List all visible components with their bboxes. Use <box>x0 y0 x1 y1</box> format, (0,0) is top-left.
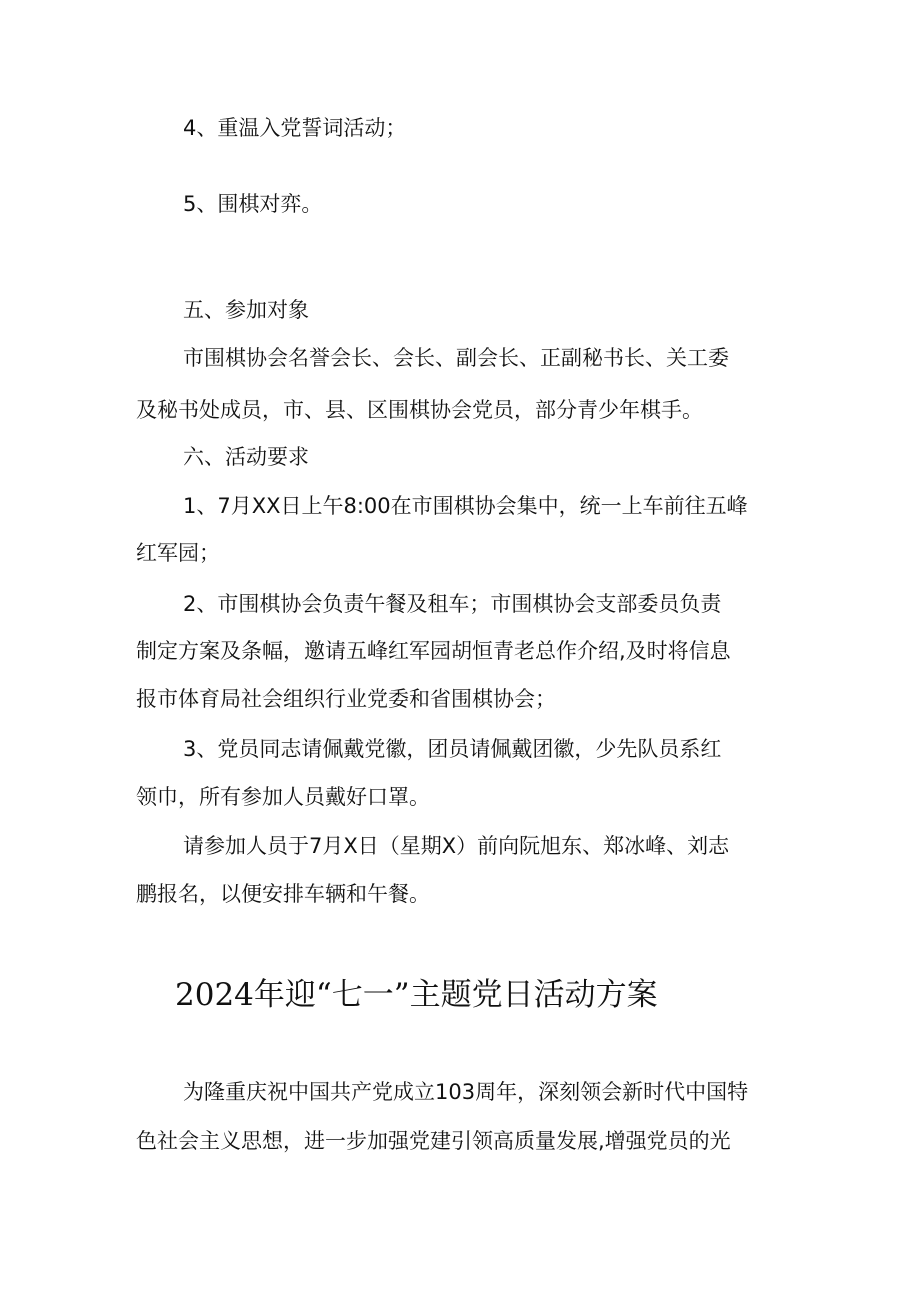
requirement-2-line-2: 制定方案及条幅，邀请五峰红军园胡恒青老总作介绍,及时将信息 <box>136 639 731 663</box>
participants-line-1: 市围棋协会名誉会长、会长、副会长、正副秘书长、关工委 <box>183 346 729 370</box>
requirement-1-line-1: 1、7月XX日上午8:00在市围棋协会集中，统一上车前往五峰 <box>183 494 748 518</box>
intro-line-2: 色社会主义思想，进一步加强党建引领高质量发展,增强党员的光 <box>136 1129 731 1153</box>
participants-line-2: 及秘书处成员，市、县、区围棋协会党员，部分青少年棋手。 <box>136 398 703 422</box>
requirement-2-line-3: 报市体育局社会组织行业党委和省围棋协会； <box>136 687 556 711</box>
requirement-3-line-1: 3、党员同志请佩戴党徽，团员请佩戴团徽，少先队员系红 <box>183 737 722 761</box>
list-item-5: 5、围棋对弈。 <box>183 192 323 216</box>
requirement-1-line-2: 红军园； <box>136 541 220 565</box>
section-heading-requirements: 六、活动要求 <box>183 445 309 469</box>
section-heading-participants: 五、参加对象 <box>183 298 309 322</box>
requirement-2-line-1: 2、市围棋协会负责午餐及租车；市围棋协会支部委员负责 <box>183 592 722 616</box>
list-item-4: 4、重温入党誓词活动； <box>183 116 407 140</box>
intro-line-1: 为隆重庆祝中国共产党成立103周年，深刻领会新时代中国特 <box>183 1080 749 1104</box>
requirement-3-line-2: 领巾，所有参加人员戴好口罩。 <box>136 785 430 809</box>
signup-line-2: 鹏报名，以便安排车辆和午餐。 <box>136 882 430 906</box>
document-title: 2024年迎“七一”主题党日活动方案 <box>175 977 658 1013</box>
signup-line-1: 请参加人员于7月X日（星期X）前向阮旭东、郑冰峰、刘志 <box>183 834 730 858</box>
